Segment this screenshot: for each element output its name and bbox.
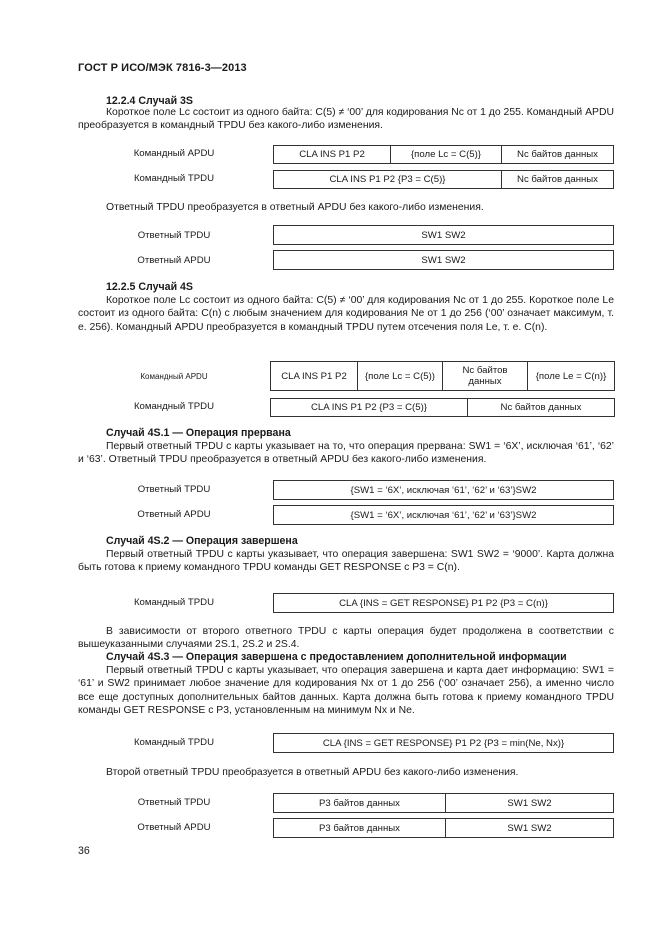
paragraph-4s2: Первый ответный TPDU с карты указывает, что операция завершена: SW1 SW2 = ‘9000’. Карта должна быть готова к приему командного TPDU команды GET RESPONSE с P3 = C(n). bbox=[78, 549, 614, 574]
header-cell: CLA INS P1 P2 {P3 = C(5)} bbox=[329, 174, 446, 185]
row-label: Командный TPDU bbox=[133, 401, 215, 412]
response-apdu-4s1-table bbox=[273, 505, 614, 525]
row-label: Ответный APDU bbox=[137, 255, 211, 266]
sw-cell: SW1 SW2 bbox=[421, 229, 466, 241]
data-cell: Nc байтов данных bbox=[467, 399, 614, 416]
response-tpdu-4s3-table bbox=[273, 793, 614, 813]
document-header: ГОСТ Р ИСО/МЭК 7816-3—2013 bbox=[78, 62, 247, 74]
row-label: Командный APDU bbox=[140, 372, 208, 381]
sw-cell: SW1 SW2 bbox=[445, 819, 613, 837]
data-cell-line1: Nc байтов bbox=[462, 365, 508, 376]
row-label: Командный TPDU bbox=[133, 737, 215, 748]
row-label: Ответный TPDU bbox=[137, 484, 211, 495]
data-cell: P3 байтов данных bbox=[319, 797, 400, 809]
sw-cell: {SW1 = ‘6X’, исключая ‘61’, ‘62’ и ‘63’}SW2 bbox=[350, 509, 537, 521]
response-apdu-table bbox=[273, 250, 614, 270]
sw-cell: SW1 SW2 bbox=[421, 254, 466, 266]
data-cell: P3 байтов данных bbox=[319, 822, 400, 834]
data-cell: Nc байтов данных bbox=[501, 146, 613, 163]
le-cell: {поле Le = C(n)} bbox=[527, 362, 614, 390]
command-tpdu-4s2-table bbox=[273, 593, 614, 613]
data-cell bbox=[442, 362, 527, 390]
response-tpdu-4s1-table bbox=[273, 480, 614, 500]
lc-cell: {поле Lc = C(5)} bbox=[390, 146, 501, 163]
row-label: Командный TPDU bbox=[133, 173, 215, 184]
data-cell: Nc байтов данных bbox=[501, 171, 613, 188]
header-cell: CLA INS P1 P2 bbox=[299, 149, 365, 160]
paragraph-3s: Короткое поле Lc состоит из одного байта: C(5) ≠ ‘00’ для кодирования Nc от 1 до 255. Командный APDU преобразуется в командный TPDU без какого-либо изменения. bbox=[78, 107, 614, 132]
paragraph-3s-response: Ответный TPDU преобразуется в ответный APDU без какого-либо изменения. bbox=[106, 202, 484, 213]
response-apdu-4s3-table bbox=[273, 818, 614, 838]
get-response-cell: CLA {INS = GET RESPONSE} P1 P2 {P3 = min(Ne, Nx)} bbox=[322, 737, 565, 749]
page-number: 36 bbox=[78, 845, 90, 857]
section-heading-4s: 12.2.5 Случай 4S bbox=[106, 281, 193, 293]
row-label: Командный APDU bbox=[133, 148, 215, 159]
case-heading-4s2: Случай 4S.2 — Операция завершена bbox=[106, 535, 298, 547]
command-tpdu-table bbox=[273, 170, 614, 189]
row-label: Ответный APDU bbox=[137, 509, 211, 520]
row-label: Ответный TPDU bbox=[137, 797, 211, 808]
response-tpdu-table bbox=[273, 225, 614, 245]
sw-cell: SW1 SW2 bbox=[445, 794, 613, 812]
section-heading-3s: 12.2.4 Случай 3S bbox=[106, 95, 193, 107]
header-cell: CLA INS P1 P2 {P3 = C(5)} bbox=[311, 402, 427, 413]
row-label: Командный TPDU bbox=[133, 597, 215, 608]
command-tpdu-4s-table bbox=[270, 398, 615, 417]
paragraph-4s1: Первый ответный TPDU с карты указывает на то, что операция прервана: SW1 = ‘6X’, исключая ‘61’, ‘62’ и ‘63’. Ответный TPDU преобразуется в ответный APDU без какого-либо изменения. bbox=[78, 441, 614, 466]
lc-cell: {поле Lc = C(5)) bbox=[357, 362, 442, 390]
header-cell: CLA INS P1 P2 bbox=[281, 370, 347, 382]
row-label: Ответный APDU bbox=[137, 822, 211, 833]
row-label: Ответный TPDU bbox=[137, 230, 211, 241]
paragraph-4s: Короткое поле Lc состоит из одного байта: C(5) ≠ ‘00’ для кодирования Nc от 1 до 255. Короткое поле Le состоит из одного байта: C(n) с любым значением для кодирования Ne от 1 до 256 (‘00’ означает максимум, т. е. 256). Командный APDU преобразуется в командный TPDU путем отсечения поля Le, т. е. C(n). bbox=[78, 295, 614, 333]
command-apdu-table bbox=[273, 145, 614, 164]
paragraph-4s3-response: Второй ответный TPDU преобразуется в ответный APDU без какого-либо изменения. bbox=[106, 767, 519, 778]
command-tpdu-4s3-table bbox=[273, 733, 614, 753]
get-response-cell: CLA {INS = GET RESPONSE} P1 P2 {P3 = C(n)} bbox=[339, 597, 548, 609]
command-apdu-4s-table bbox=[270, 361, 615, 391]
case-heading-4s3: Случай 4S.3 — Операция завершена с предоставлением дополнительной информации bbox=[106, 651, 567, 663]
sw-cell: {SW1 = ‘6X’, исключая ‘61’, ‘62’ и ‘63’}SW2 bbox=[350, 484, 537, 496]
case-heading-4s1: Случай 4S.1 — Операция прервана bbox=[106, 427, 291, 439]
paragraph-4s2-continue: В зависимости от второго ответного TPDU с карты операция будет продолжена в соответствии с вышеуказанными случаями 2S.1, 2S.2 и 2S.4. bbox=[78, 626, 614, 651]
paragraph-4s3: Первый ответный TPDU с карты указывает, что операция завершена и карта дает информацию: SW1 = ‘61’ и SW2 принимает любое значение для кодирования Nx от 1 до 256 (‘00’ означает 256), а именно число все еще доступных дополнительных байтов данных. Карта должна быть готова к приему командного TPDU команды GET RESPONSE с P3, установленным на минимум Nx и Ne. bbox=[78, 665, 614, 717]
data-cell-line2: данных bbox=[468, 376, 502, 387]
